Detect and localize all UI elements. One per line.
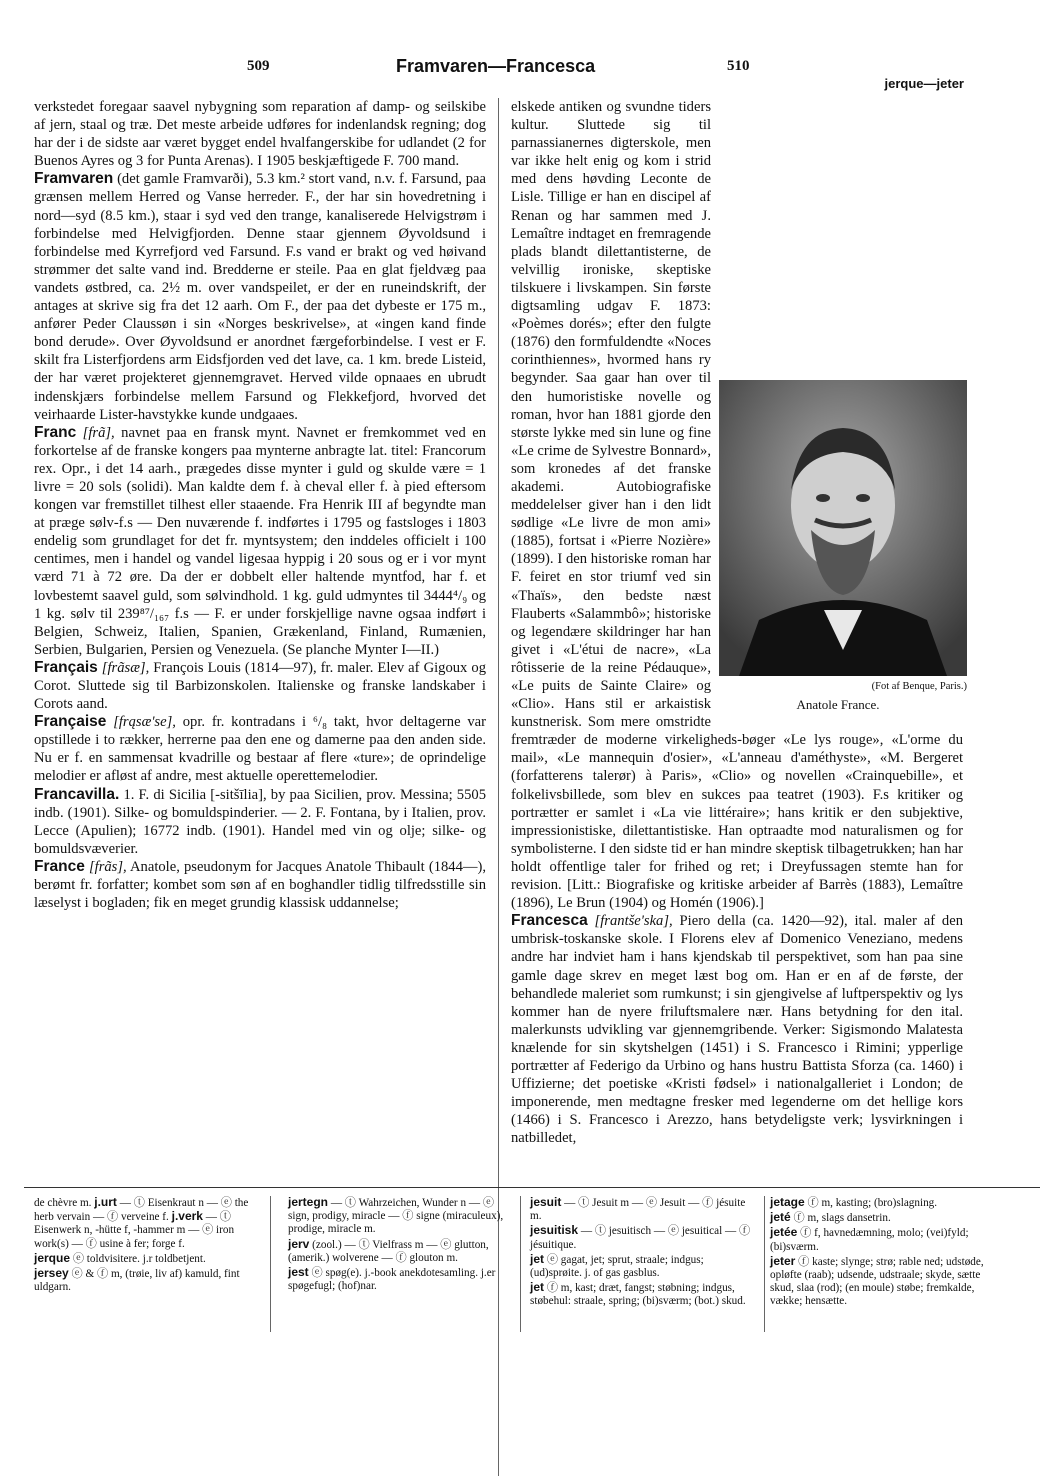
pronunciation-francesca: [frantše'ska], [587,913,673,930]
entry-francaise [34,713,486,785]
left-column [34,98,486,912]
footer-entry [288,1266,514,1293]
entry-francesca-text: Piero della (ca. 1420—92), ital. maler af den umbrisk-toskanske skole. I Florens elev af Domenico Veneziano, medens andre har indviet ham i hans kjendskab til perspektivet, som han paa sine gamle dage skrev en meget læst bog om. Han er en af de første, der behandlede maleriet som rumkunst; i sin gjengivelse af luftperspektiv og lys kommer han de nyere friluftsmalere nær. Hans betydning for den ital. malerkunsts udvikling var gjennemgribende. Verker: Sigismondo Malatesta knælende for sin skytshelgen (1451) i S. Francesco i Rimini; ypperlige portrætter af Federigo da Urbino og hans hustru Battista Sforza (ca. 1460) i Uffizierne; det poetiske «Kristi fødsel» i nationalgalleriet i London; de imponerende, men medtagne fresker med legenderne om det hellige kors (1466) i S. Francesco i Arezzo, hans betydeligste verk; lysvirkningen i natbilledet, [511,913,963,1147]
footer-entry [288,1196,514,1237]
footer-entry [530,1281,756,1308]
footer-column-1 [34,1196,260,1295]
photo-caption: Anatole France. [796,697,880,713]
footer-keyword: jeter [770,1253,796,1268]
entry-francaise-text: opr. fr. kontradans i ⁶/₈ takt, hvor deltagerne var opstillede i to rækker, herrerne paa den ene og damerne paa den anden side. Nu er f. en sammensat kvadrille og bestaar af flere «ture»; de oprindelige melodier er afløst af andre, mest aktuelle operettemelodier. [34,714,486,785]
footer-keyword: jet [530,1251,545,1266]
footer-entry-text: — ⓣ jesuitisch — ⓔ jesuitical — ⓕ jésuitique. [530,1225,751,1251]
footer-keyword: jest [288,1265,309,1280]
footer-entry [288,1238,514,1265]
pronunciation-franc: [frã], [76,424,115,441]
entry-franc [34,424,486,659]
photo-credit: (Fot af Benque, Paris.) [871,681,967,692]
page-number-left: 509 [247,58,270,74]
footer-entry-text: — ⓣ Wahrzeichen, Wunder n — ⓔ sign, prodigy, miracle — ⓕ signe (miraculeux), prodige, miracle m. [288,1197,504,1236]
footer-entry [770,1255,996,1309]
footer-entry [530,1253,756,1280]
footer-keyword: jet [530,1280,545,1295]
right-column [511,98,967,1147]
headword-france: France [34,857,85,875]
footer-entry-text: ⓕ f, havnedæmning, molo; (vei)fyld; (bi)sværm. [770,1227,969,1253]
footer-keyword: jesuitisk [530,1223,579,1238]
footer-entry-text: ⓕ m, slags dansetrin. [790,1212,891,1225]
entry-france-text: Anatole, pseudonym for Jacques Anatole Thibault (1844—), berømt fr. forfatter; kombet som søn af en boghandler tidlig tilfredsstille sin læselyst i bogladen; fik en meget grundig klassisk uddannelse; [34,858,486,912]
footer-keyword: j.verk [171,1209,203,1224]
footer-entry [34,1196,260,1251]
footer-entry [770,1226,996,1253]
footer-entry [34,1252,260,1266]
footer-entry [530,1196,756,1223]
entry-framvaren-text: (det gamle Framvarði), 5.3 km.² stort vand, n.v. f. Farsund, paa grænsen mellem Herred og Vanse herreder. F., der har sin hovedretning i nord—syd (8.5 km.), staar i syd ved den trange, kanaliserede Helvigstrøm i forbindelse med Helvigfjorden. Denne staar gjennem Øyvoldsund i forbindelse med Kyrrefjord ved Farsund. F.s vand er brakt og ved høivand strømmer det salte vand ind. Bredderne er steile. Paa en glat fjeldvæg paa vandets østbred, ca. 2½ m. over vandspeilet, er der en runeindskrift, der antages at skrive sig fra det 12 aarh. Om F., der paa det dybeste er 175 m., anfører Peder Claussøn i sin «Norges beskrivelse», at «ingen kand finde bond derude». Over Øyvoldsund er anordnet færgeforbindelse. I vest er F. skilt fra Listerfjordens arm Eidsfjorden ved det lave, ca. 1 km. brede Listeid, der har været projekteret gjennemgravet. Herved vilde opnaaes en ubrudt indenskjærs forbindelse mellem Farsund og Flekkefjord, hvorved det veirhaarde Lister-havstykke kunde undgaaes. [34,171,486,423]
entry-franc-text: navnet paa en fransk mynt. Navnet er fremkommet ved en forkortelse af de franske kongers paa mynterne anbragte lat. titel: Francorum rex. Opr., i det 14 aarh., prægedes disse mynter i guld og skulde være = 1 livre = 20 sols (solidi). Man kaldte dem f. à cheval eller f. à pied eftersom kongen var fremstillet tilhest eller staaende. Fra Henrik III af begyndte man at præge sølv-f.s — Den nuværende f. indførtes i 1795 og fastsloges i 1803 endelig som grundlaget for det fr. myntsystem; den inddeles officielt i 100 centimes, men i handel og vandel ligesaa hyppig i 20 sous og er i vor mynt værd 71 à 72 øre. Da der er dobbelt eller haltende myntfod, har f. et lovbestemt saavel guld, som sølvindhold. 1 kg. guld udmyntes til 3444⁴/₉ og 1 kg. sølv til 239⁸⁷/₁₆₇ f.s — F. er under forskjellige navne ogsaa indført i Belgien, Schweiz, Italien, Spanien, Grækenland, Finland, Rumænien, Serbien, Bulgarien, Persien og Venezuela. (Se planche Mynter I—II.) [34,424,487,658]
footer-column-2 [288,1196,514,1294]
footer-divider [520,1196,521,1332]
footer-keyword: jetée [770,1225,798,1240]
headword-francaise: Française [34,713,107,731]
headword-framvaren: Framvaren [34,170,114,188]
page-number-right: 510 [727,58,750,74]
footer-entry [770,1196,996,1210]
pronunciation-francais: [frãsæ], [97,659,150,676]
footer-keyword: jeté [770,1210,791,1225]
footer-entry [34,1267,260,1294]
footer-keyword: jetage [770,1195,805,1209]
pronunciation-francaise: [frąsæ'se], [106,714,176,731]
page-header [0,56,1064,91]
portrait-figure [719,380,967,714]
footer-entry-text: (zool.) — ⓣ Vielfrass m — ⓔ glutton, (amerik.) wolverene — ⓕ glouton m. [288,1238,489,1264]
footer-divider [270,1196,271,1332]
footer-entry-text: ⓕ m, kasting; (bro)slagning. [804,1197,938,1209]
footer-entry-text: — ⓣ Eisenwerk n, -hütte f, -hammer m — ⓔ iron work(s) — ⓕ usine à fer; forge f. [34,1211,235,1250]
footer-keyword: jerv [288,1236,310,1251]
footer-keyword: jersey [34,1266,69,1281]
paragraph-france-continued: elskede antiken og svundne tiders kultur. Sluttede sig til parnassianernes digterskole, men var ikke helt enig og kom i strid med dens høvding Leconte de Lisle. Tillige er han en discipel af Renan og har sammen med J. Lemaître indtaget en fremragende plads blandt dilettantisterne, de velvillig ironiske, skeptiske tilskuere i livskampen. Sin første digtsamling udgav F. 1873: «Poèmes dorés»; efter den fulgte (1876) den formfuldendte «Noces corinthiennes», hvormed hans ry begynder. Saa gaar han over til den humoristiske novelle og roman, hvor han 1881 gjorde den største lykke med sin lune og fine «Le crime de Sylvestre Bonnard», som kronedes af det franske akademi. Autobiografiske meddelelser giver han i den lidt sødlige «Le livre de mon ami» (1885), fortsat i «Pierre Nozière» (1899). I den historiske roman har F. feiret en stor triumf ved sin «Thaïs», den bedste næst Flauberts «Salammbô»; historiske og legendære skildringer har han givet i «L'étui de nacre», «La rôtisserie de la reine Pédauque», «Le puits de Sainte Claire» og «Clio». Hans stil er arkaistisk kunstnerisk. Som mere omstridte fremtræder de moderne virkeligheds-bøger «Le lys rouge», «L'orme du mail», «Le mannequin d'osier», «L'anneau d'améthyste», «M. Bergeret (forfatterens talerør) à Paris», «Clio» og novellen «Crainquebille», et folkelivsbillede, som blev en sukces paa teatret (1903). F.s kritiker og portrætter er samlet i «La vie littéraire»; hans kritik er den subjektive, impressionistiske, dilettantistiske. Han optraadte mod naturalismen og for symbolisterne. I den sidste tid er han mindre skeptisk tilbagetrukken; han har holdt offentlige taler for frihed og ret; i Dreyfussagen stemte han for revision. [Litt.: Biografiske og kritiske arbeider af Barrès (1883), Lemaître (1896), Le Brun (1904) og Homén (1906).] [511,99,963,912]
footer-entry-text: ⓕ m, kast; dræt, fangst; støbning; indgus, støbehul: straale, spring; (bi)sværm; (bot.) skud. [530,1282,746,1308]
headword-francesca: Francesca [511,912,588,930]
footer-entry-text: ⓔ & ⓕ m, (trøie, liv af) kamuld, fint uldgarn. [34,1268,240,1294]
headword-franc: Franc [34,423,77,441]
footer-entry [530,1224,756,1251]
headword-francais: Français [34,658,98,676]
footer-keyword: j.urt [94,1195,117,1209]
running-head: jerque—jeter [884,76,964,91]
entry-framvaren [34,170,486,423]
entry-francavilla-text: 1. F. di Sicilia [-sitšīlia], by paa Sicilien, prov. Messina; 5505 indb. (1901). Silke- og bomuldspinderier. — 2. F. Fontana, by i Italien, prov. Lecce (Apulien); 16772 indb. (1901). Handel med vin og olje; silke- og bomuldsvæverier. [34,786,486,857]
footer-entry-text: — ⓣ Jesuit m — ⓔ Jesuit — ⓕ jésuite m. [530,1197,746,1223]
entry-france [34,858,486,912]
entry-francais [34,659,486,713]
entry-francais-text: François Louis (1814—97), fr. maler. Elev af Gigoux og Corot. Sluttede sig til Barbizonskolen. Italienske og franske landskaber i Corots aand. [34,659,486,713]
footer-rule [24,1187,1040,1188]
footer-divider [764,1196,765,1332]
entry-francesca [511,912,963,1147]
headword-francavilla: Francavilla. [34,785,120,803]
footer-entry-text: ⓔ toldvisitere. j.r toldbetjent. [70,1252,206,1265]
paragraph-verkstedet: verkstedet foregaar saavel nybygning som reparation af damp- og seilskibe af jern, staal og træ. Det meste arbeide udføres for indenlandsk regning; dog har der i de sidste aar været bygget endel hvalfangerskibe for udlandet (2 for Buenos Ayres og 3 for Punta Arenas). I 1905 beskjæftigede F. 700 mand. [34,99,486,170]
footer-column-3 [530,1196,756,1310]
footer-entry [770,1211,996,1225]
footer-entry-text: ⓔ spøg(e). j.-book anekdotesamling. j.er spøgefugl; (hof)nar. [288,1267,496,1293]
footer-keyword: jertegn [288,1195,329,1209]
footer-column-4 [770,1196,996,1310]
footer-entry-text: ⓕ kaste; slynge; strø; rable ned; udstøde, opløfte (raab); udsende, udstraale; skyde, sætte skud, slaa (rod); (en moule) støbe; fremkalde, vække; hensætte. [770,1255,984,1308]
footer-entry-text: — ⓣ Eisenkraut n — ⓔ the herb vervain — ⓕ verveine f. [34,1197,249,1224]
entry-francavilla [34,786,486,858]
portrait-photo [719,380,967,676]
footer-keyword: jesuit [530,1195,562,1209]
footer-keyword: jerque [34,1250,71,1265]
page-title: Framvaren—Francesca [396,56,596,76]
pronunciation-france: [frãs], [84,858,127,875]
footer-entry-text: ⓔ gagat, jet; sprut, straale; indgus; (ud)sprøite. j. of gas gasblus. [530,1253,704,1280]
footer-entry-prefix: de chèvre m. [34,1197,95,1209]
